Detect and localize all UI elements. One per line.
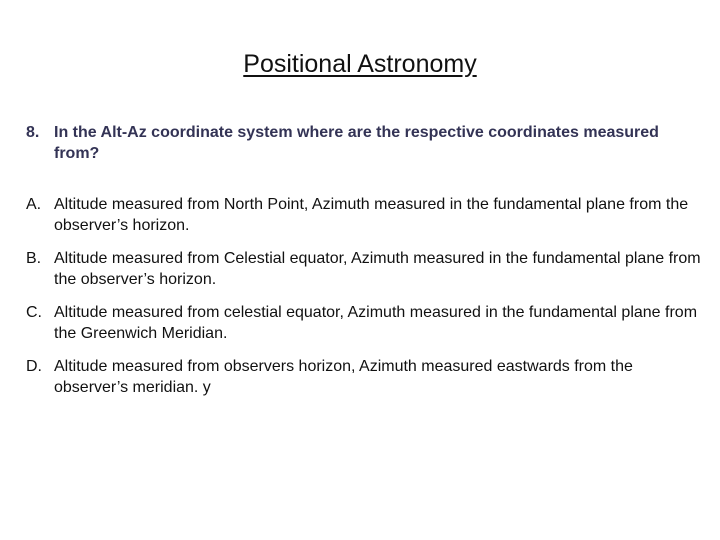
option-text: Altitude measured from celestial equator, Azimuth measured in the fundamental plane from the Greenwich Meridian.	[54, 304, 698, 342]
option-text: Altitude measured from Celestial equator, Azimuth measured in the fundamental plane from the observer’s horizon.	[54, 250, 701, 288]
question	[26, 122, 666, 164]
option-b	[26, 248, 706, 290]
option-letter: B.	[26, 250, 42, 267]
option-c	[26, 302, 706, 344]
option-a	[26, 194, 706, 236]
option-text: Altitude measured from observers horizon, Azimuth measured eastwards from the observer’s meridian. y	[54, 358, 633, 396]
option-d	[26, 356, 706, 398]
question-text: In the Alt-Az coordinate system where are the respective coordinates measured from?	[54, 124, 659, 162]
answer-options	[26, 194, 706, 410]
option-text: Altitude measured from North Point, Azimuth measured in the fundamental plane from the observer’s horizon.	[54, 196, 689, 234]
question-number: 8.	[26, 124, 40, 141]
option-letter: C.	[26, 304, 42, 321]
option-letter: D.	[26, 358, 42, 375]
option-letter: A.	[26, 196, 42, 213]
page-title: Positional Astronomy	[243, 50, 477, 78]
